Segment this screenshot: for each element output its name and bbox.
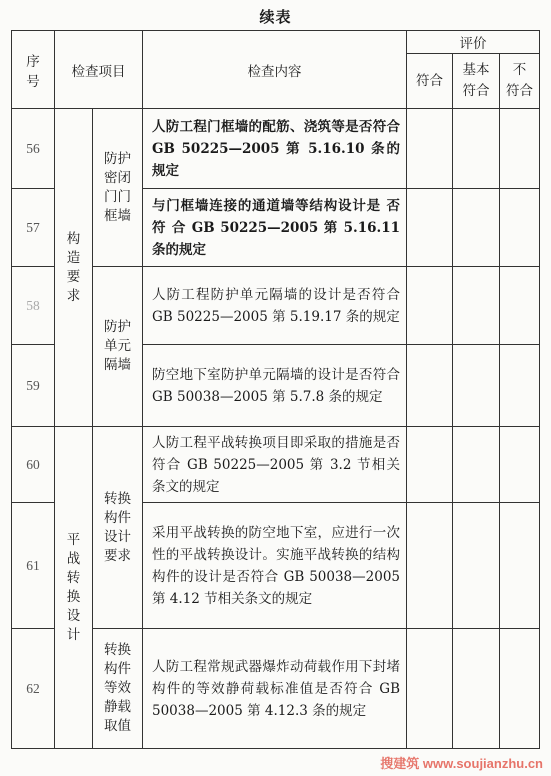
category-char: 构 [66, 230, 81, 247]
subcategory-line: 防护 [104, 150, 131, 167]
subcategory-line: 转换 [104, 490, 131, 507]
subcategory-line: 单元 [104, 338, 131, 354]
header-item: 检查项目 [55, 31, 143, 109]
header-eval-not [500, 54, 540, 109]
header-content: 检查内容 [143, 31, 407, 109]
check-content: 与门框墙连接的通道墙等结构设计是 否 符 合 GB 50225—2005 第 5.16.11 条的规定 [143, 189, 407, 267]
eval-not-cell [500, 427, 540, 503]
category-cell [55, 427, 93, 749]
eval-basic-cell [453, 427, 500, 503]
header-eval-basic [453, 54, 500, 109]
table-row [12, 109, 540, 189]
check-content: 人防工程常规武器爆炸动荷载作用下封堵构件的等效静荷载标准值是否符合 GB 50038—2005 第 4.12.3 条的规定 [143, 629, 407, 749]
eval-not-cell [500, 189, 540, 267]
header-seq-line: 序 [26, 53, 40, 70]
subcategory-line: 防护 [104, 319, 131, 335]
subcategory-line: 构件 [104, 661, 131, 677]
header-eval-line: 符合 [416, 72, 443, 89]
subcategory-line: 静载 [104, 699, 131, 715]
category-char: 设 [66, 607, 81, 624]
watermark: 搜建筑 www.soujianzhu.cn [380, 756, 543, 771]
subcategory-line: 要求 [104, 547, 131, 564]
category-char: 平 [66, 531, 81, 548]
subcategory-line: 取值 [104, 718, 131, 734]
eval-comply-cell [407, 267, 453, 345]
eval-not-cell [500, 267, 540, 345]
header-eval-line: 不 [512, 62, 527, 78]
row-number: 60 [12, 427, 55, 503]
category-char: 计 [66, 626, 81, 643]
eval-comply-cell [407, 629, 453, 749]
row-number: 62 [12, 629, 55, 749]
eval-not-cell [500, 109, 540, 189]
subcategory-cell [93, 109, 143, 267]
category-char: 转 [66, 569, 81, 586]
eval-basic-cell [453, 629, 500, 749]
eval-basic-cell [453, 109, 500, 189]
row-number: 57 [12, 189, 55, 267]
eval-comply-cell [407, 345, 453, 427]
header-eval-line: 符合 [462, 83, 490, 99]
row-number: 59 [12, 345, 55, 427]
page-title: 续表 [259, 8, 292, 26]
eval-comply-cell [407, 503, 453, 629]
header-evaluation: 评价 [407, 31, 540, 54]
subcategory-cell [93, 267, 143, 427]
header-seq-line: 号 [26, 73, 40, 90]
check-content: 采用平战转换的防空地下室，应进行一次性的平战转换设计。实施平战转换的结构构件的设计是否符合 GB 50038—2005 第 4.12 节相关条文的规定 [143, 503, 407, 629]
subcategory-line: 等效 [104, 680, 131, 696]
check-content: 人防工程门框墙的配筋、浇筑等是否符合 GB 50225—2005 第 5.16.10 条的规定 [143, 109, 407, 189]
eval-basic-cell [453, 503, 500, 629]
category-char: 求 [66, 287, 81, 304]
subcategory-line: 设计 [104, 528, 131, 545]
category-char: 战 [66, 550, 81, 567]
eval-not-cell [500, 503, 540, 629]
category-cell [55, 109, 93, 427]
eval-comply-cell [407, 109, 453, 189]
table-row [12, 427, 540, 503]
row-number: 58 [12, 267, 55, 345]
category-char: 要 [66, 268, 81, 285]
subcategory-cell [93, 629, 143, 749]
inspection-table [11, 30, 540, 749]
header-eval-line: 基本 [462, 62, 490, 78]
check-content: 防空地下室防护单元隔墙的设计是否符合 GB 50038—2005 第 5.7.8 条的规定 [143, 345, 407, 427]
eval-comply-cell [407, 427, 453, 503]
header-eval-line: 符合 [506, 83, 533, 99]
eval-basic-cell [453, 189, 500, 267]
subcategory-line: 构件 [104, 509, 131, 526]
subcategory-line: 框墙 [104, 207, 131, 224]
eval-not-cell [500, 345, 540, 427]
category-char: 造 [66, 249, 81, 266]
subcategory-cell [93, 427, 143, 629]
header-eval-comply [407, 54, 453, 109]
check-content: 人防工程防护单元隔墙的设计是否符合 GB 50225—2005 第 5.19.17 条的规定 [143, 267, 407, 345]
row-number: 61 [12, 503, 55, 629]
eval-basic-cell [453, 345, 500, 427]
row-number: 56 [12, 109, 55, 189]
category-char: 换 [66, 588, 81, 605]
check-content: 人防工程平战转换项目即采取的措施是否符合 GB 50225—2005 第 3.2 节相关条文的规定 [143, 427, 407, 503]
eval-basic-cell [453, 267, 500, 345]
eval-not-cell [500, 629, 540, 749]
subcategory-line: 隔墙 [104, 357, 131, 373]
subcategory-line: 密闭 [104, 169, 131, 186]
subcategory-line: 门门 [104, 188, 131, 205]
subcategory-line: 转换 [104, 642, 131, 658]
header-seq [12, 31, 55, 109]
eval-comply-cell [407, 189, 453, 267]
